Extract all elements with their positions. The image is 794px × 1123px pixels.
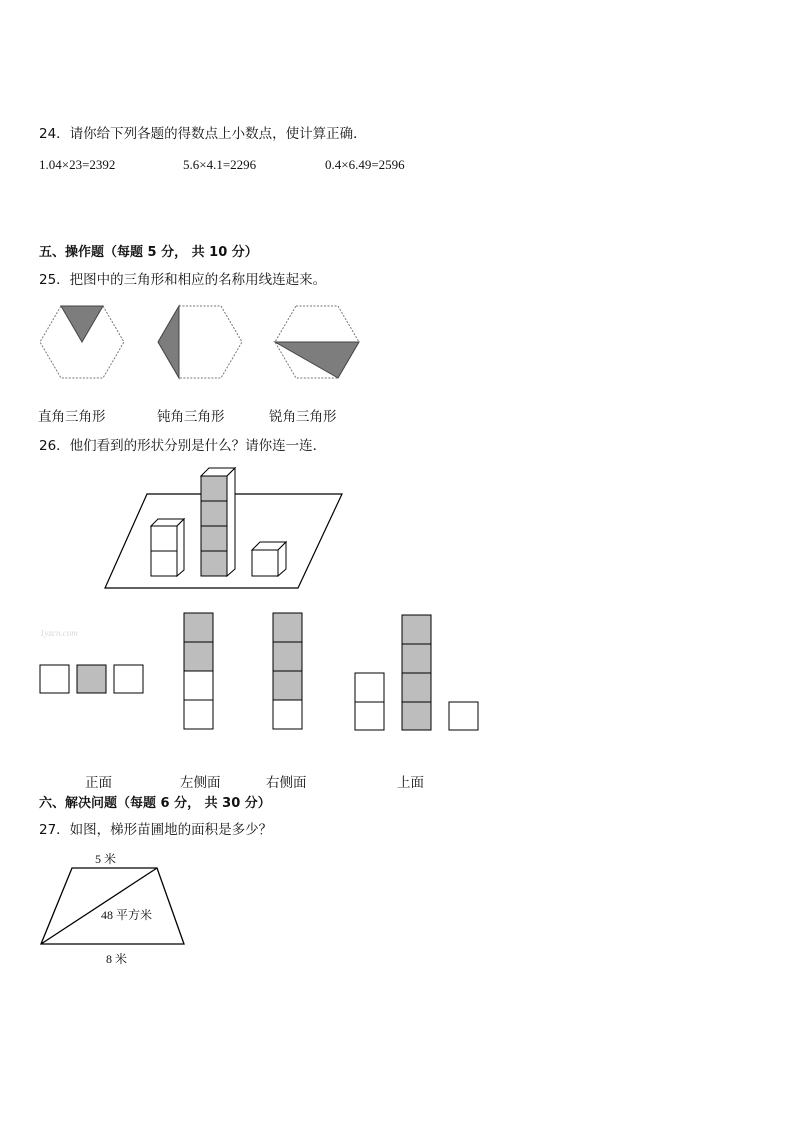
section5-title: 五、操作题（每题 5 分， 共 10 分） [39,245,258,260]
trapezoid-bottom-label: 8 米 [106,952,128,966]
q27-prompt: 27．如图，梯形苗圃地的面积是多少？ [39,822,273,838]
section6-title: 六、解决问题（每题 6 分， 共 30 分） [39,796,271,811]
q24-item-2: 5.6×4.1=2296 [183,157,257,172]
left-cube-stack [151,519,184,576]
acute-triangle-shape [275,342,359,378]
right-triangle-shape [61,306,103,342]
triangle-name-obtuse: 钝角三角形 [157,409,225,425]
view-label-left: 左侧面 [180,775,221,791]
q25-figures [0,298,794,418]
trapezoid-area-label: 48 平方米 [101,908,153,922]
tall-cube-stack [201,468,235,576]
q24-prompt: 24．请你给下列各题的得数点上小数点，使计算正确． [39,126,367,142]
q25-prompt: 25．把图中的三角形和相应的名称用线连起来。 [39,272,327,288]
view-label-right: 右侧面 [266,775,307,791]
view-label-top: 上面 [397,775,424,791]
view-option-a [40,665,143,693]
view-option-b [184,613,213,729]
view-options [0,610,794,740]
view-option-c [273,613,302,729]
q26-prompt: 26．他们看到的形状分别是什么？请你连一连． [39,438,327,454]
hexagon-figure-2 [158,306,242,378]
watermark-text: 1yzcn.com [40,628,78,638]
q24-item-1: 1.04×23=2392 [39,157,116,172]
view-label-front: 正面 [85,775,112,791]
single-cube [252,542,286,576]
triangle-name-acute: 锐角三角形 [269,409,337,425]
hexagon-figure-3 [275,306,359,378]
cube-arrangement-3d [0,462,794,622]
hexagon-figure-1 [40,306,124,378]
obtuse-triangle-shape [158,306,179,378]
view-option-d [355,615,478,730]
triangle-name-right: 直角三角形 [38,409,106,425]
trapezoid-top-label: 5 米 [95,852,117,866]
q24-item-3: 0.4×6.49=2596 [325,157,405,172]
